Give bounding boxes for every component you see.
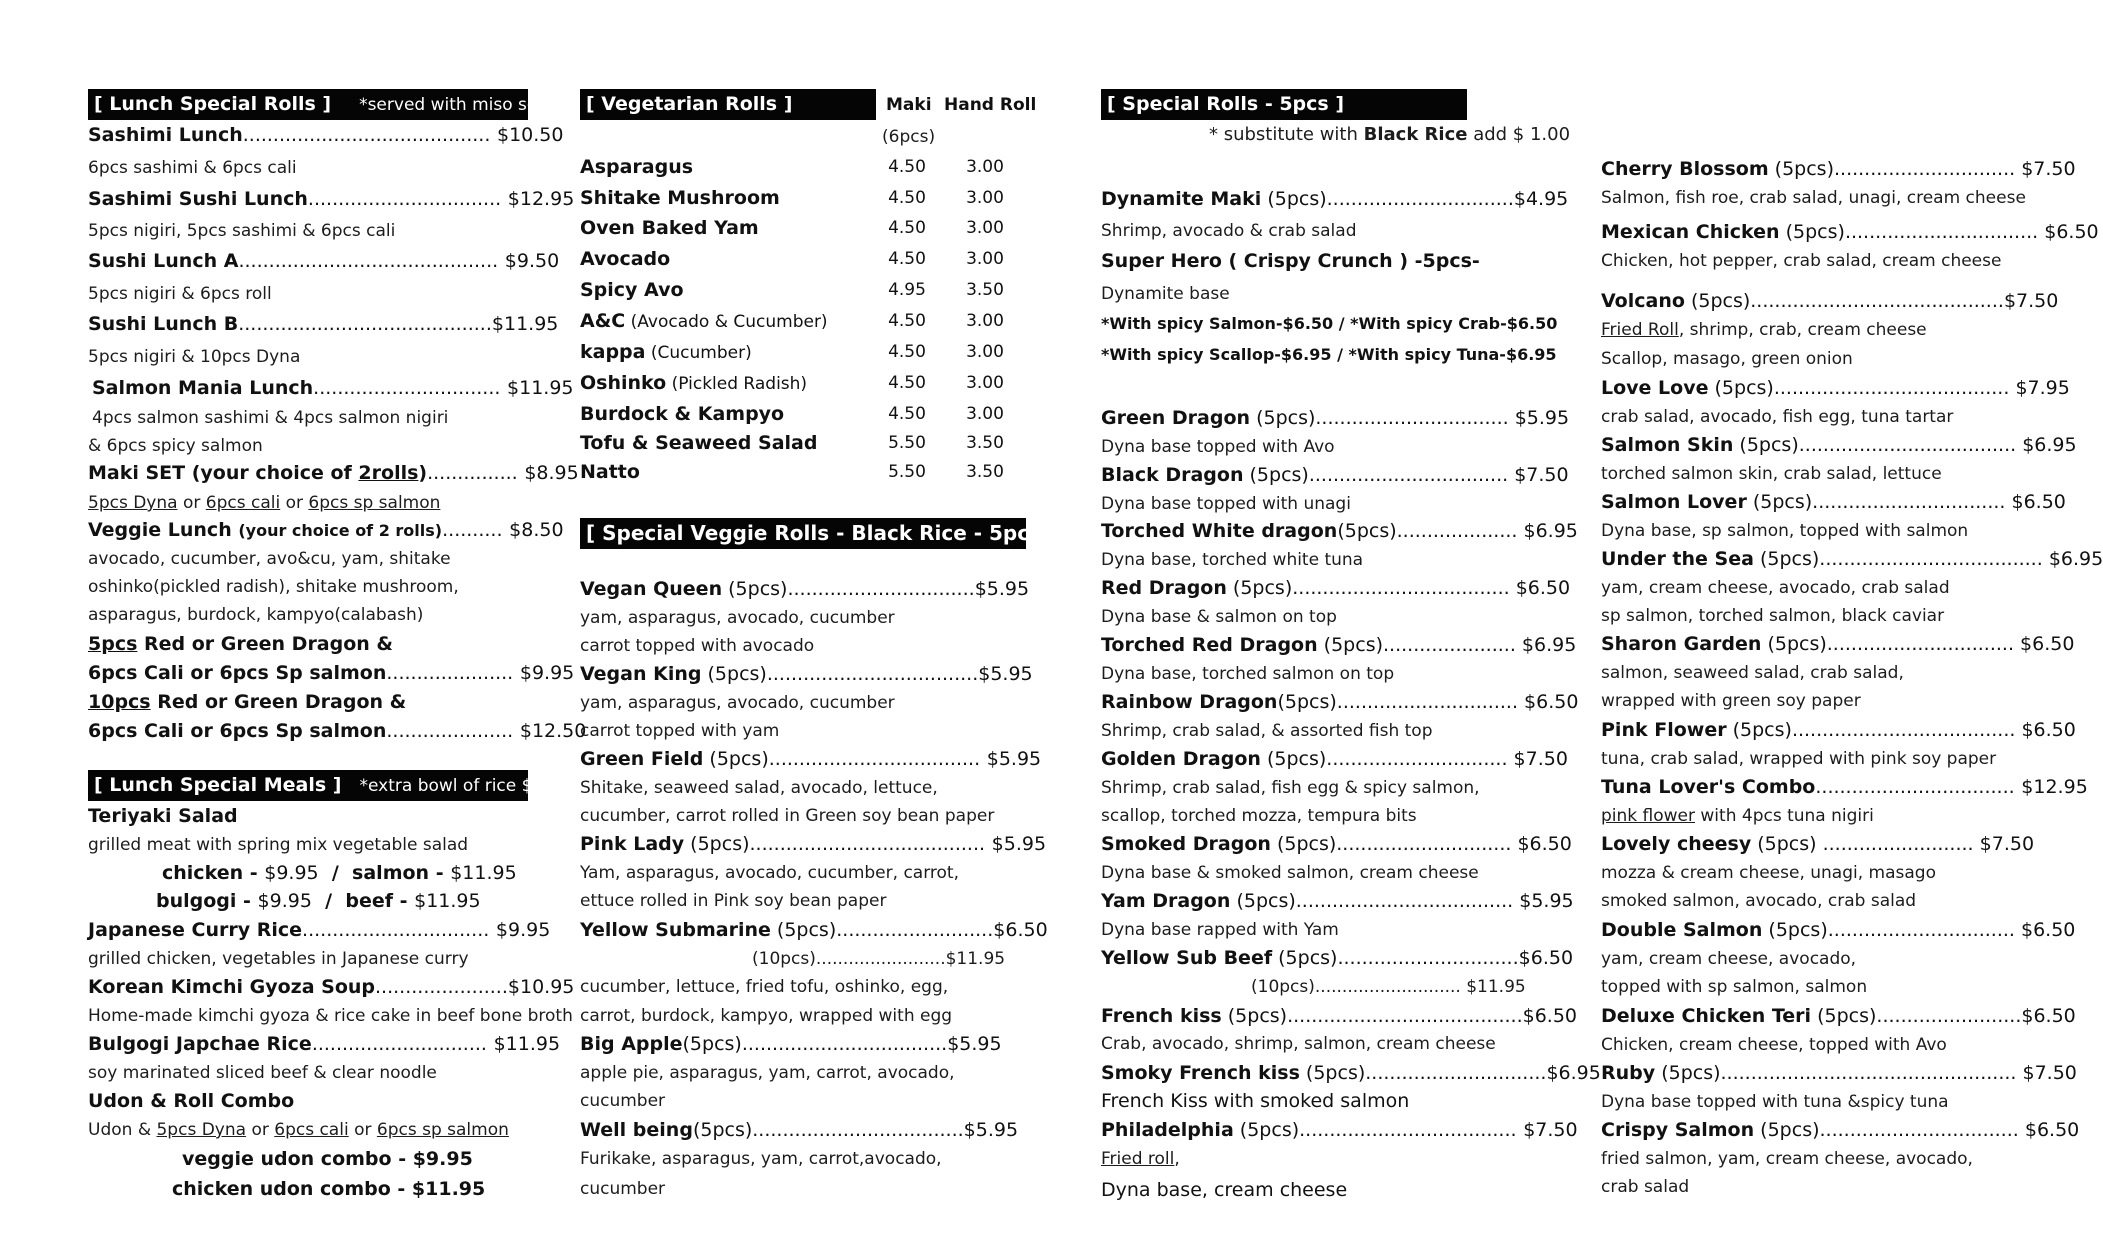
menu-item-love-love: Love Love (5pcs)....................................... $7.95 [1601, 377, 2070, 399]
menu-item-philadelphia: Philadelphia (5pcs).................................... $7.50 [1101, 1119, 1578, 1141]
hand-roll-price: 3.00 [966, 188, 1004, 208]
maki-price: 4.50 [888, 157, 926, 177]
menu-item-french-kiss: French kiss (5pcs).......................................$6.50 [1101, 1005, 1578, 1027]
item-desc: Salmon, fish roe, crab salad, unagi, cream cheese [1601, 188, 2026, 208]
item-desc: crab salad [1601, 1177, 1690, 1197]
menu-item-under-sea: Under the Sea (5pcs)..................................... $6.95 [1601, 548, 2103, 570]
maki-price: 4.50 [888, 249, 926, 269]
menu-item-red-dragon: Red Dragon (5pcs).................................... $6.50 [1101, 577, 1571, 599]
menu-item-torched-red: Torched Red Dragon (5pcs)...................... $6.95 [1101, 634, 1577, 656]
item-desc: ettuce rolled in Pink soy bean paper [580, 891, 887, 911]
item-desc: Dyna base rapped with Yam [1101, 920, 1339, 940]
menu-item-salmon-lover: Salmon Lover (5pcs)................................ $6.50 [1601, 491, 2066, 513]
item-desc: Crab, avocado, shrimp, salmon, cream cheese [1101, 1034, 1496, 1054]
menu-item-yam: Yam Dragon (5pcs).................................... $5.95 [1101, 890, 1574, 912]
item-desc: Scallop, masago, green onion [1601, 349, 1853, 369]
menu-item-japchae-rice: Bulgogi Japchae Rice............................. $11.95 [88, 1033, 561, 1055]
menu-item-torched-white: Torched White dragon(5pcs).................... $6.95 [1101, 520, 1578, 542]
teriyaki-options-2: bulgogi - $9.95 / beef - $11.95 [156, 890, 481, 912]
veg-roll-row: Oshinko (Pickled Radish) [580, 372, 808, 394]
menu-item-vegan-queen: Vegan Queen (5pcs)...............................$5.95 [580, 578, 1030, 600]
item-desc: cucumber [580, 1179, 666, 1199]
item-desc: mozza & cream cheese, unagi, masago [1601, 863, 1936, 883]
item-desc: Shrimp, crab salad, & assorted fish top [1101, 721, 1433, 741]
hand-roll-price: 3.00 [966, 342, 1004, 362]
section-title: [ Lunch Special Rolls ] [94, 93, 332, 115]
black-rice-note: * substitute with Black Rice add $ 1.00 [1209, 124, 1571, 145]
veggie-udon-combo: veggie udon combo - $9.95 [182, 1148, 473, 1170]
hand-roll-price: 3.50 [966, 280, 1004, 300]
veg-roll-row: Burdock & Kampyo [580, 403, 785, 425]
item-desc: yam, cream cheese, avocado, crab salad [1601, 578, 1950, 598]
menu-item-pink-flower: Pink Flower (5pcs)..................................... $6.50 [1601, 719, 2076, 741]
menu-item-salmon-skin: Salmon Skin (5pcs).................................... $6.95 [1601, 434, 2077, 456]
item-desc: wrapped with green soy paper [1601, 691, 1861, 711]
item-desc: 5pcs nigiri & 6pcs roll [88, 284, 272, 304]
item-desc: sp salmon, torched salmon, black caviar [1601, 606, 1945, 626]
hand-roll-price: 3.00 [966, 157, 1004, 177]
menu-item-gyoza-soup: Korean Kimchi Gyoza Soup......................$10.95 [88, 976, 575, 998]
item-desc: grilled meat with spring mix vegetable salad [88, 835, 469, 855]
special-veggie-rolls-header: [ Special Veggie Rolls - Black Rice - 5pcs ] [580, 518, 1026, 549]
menu-item-big-apple: Big Apple(5pcs)..................................$5.95 [580, 1033, 1002, 1055]
maki-price: 4.50 [888, 218, 926, 238]
hand-roll-price: 3.00 [966, 311, 1004, 331]
menu-item-dynamite-maki: Dynamite Maki (5pcs)...............................$4.95 [1101, 188, 1569, 210]
item-desc: cucumber, carrot rolled in Green soy bean paper [580, 806, 995, 826]
menu-item-salmon-mania: Salmon Mania Lunch............................... $11.95 [92, 377, 574, 399]
super-hero-options-2: *With spicy Scallop-$6.95 / *With spicy Tuna-$6.95 [1101, 345, 1557, 364]
maki-price: 4.50 [888, 311, 926, 331]
item-desc: Dyna base topped with unagi [1101, 494, 1351, 514]
menu-item-crispy-salmon: Crispy Salmon (5pcs)................................. $6.50 [1601, 1119, 2080, 1141]
veg-roll-row: Oven Baked Yam [580, 217, 759, 239]
item-desc: Dynamite base [1101, 284, 1230, 304]
menu-item-smoked: Smoked Dragon (5pcs)............................. $6.50 [1101, 833, 1572, 855]
menu-item-smoky-french-kiss: Smoky French kiss (5pcs)..............................$6.95 [1101, 1062, 1601, 1084]
item-desc: 6pcs sashimi & 6pcs cali [88, 158, 297, 178]
maki-price: 4.95 [888, 280, 926, 300]
veg-roll-row: Asparagus [580, 156, 694, 178]
menu-item-lovely-cheesy: Lovely cheesy (5pcs) ......................... $7.50 [1601, 833, 2035, 855]
menu-item-udon-combo: Udon & Roll Combo [88, 1090, 295, 1112]
menu-item-sushi-lunch-b: Sushi Lunch B..........................................$11.95 [88, 313, 559, 335]
item-desc: Dyna base & smoked salmon, cream cheese [1101, 863, 1479, 883]
veg-roll-row: Shitake Mushroom [580, 187, 780, 209]
item-desc: Dyna base & salmon on top [1101, 607, 1337, 627]
menu-item-tuna-lovers-combo: Tuna Lover's Combo................................. $12.95 [1601, 776, 2088, 798]
menu-item-double-salmon: Double Salmon (5pcs)............................... $6.50 [1601, 919, 2076, 941]
veg-roll-row: Spicy Avo [580, 279, 684, 301]
item-desc: pink flower with 4pcs tuna nigiri [1601, 806, 1874, 826]
maki-price: 4.50 [888, 188, 926, 208]
menu-item-pink-lady: Pink Lady (5pcs)....................................... $5.95 [580, 833, 1047, 855]
maki-price: 5.50 [888, 462, 926, 482]
maki-price: 5.50 [888, 433, 926, 453]
menu-item-sharon: Sharon Garden (5pcs)............................... $6.50 [1601, 633, 2075, 655]
item-desc: oshinko(pickled radish), shitake mushroom, [88, 577, 459, 597]
menu-item-mexican: Mexican Chicken (5pcs)................................ $6.50 [1601, 221, 2099, 243]
hand-roll-price: 3.00 [966, 249, 1004, 269]
item-desc: cucumber [580, 1091, 666, 1111]
hand-roll-price: 3.00 [966, 373, 1004, 393]
item-desc: Dyna base, cream cheese [1101, 1179, 1348, 1201]
item-desc: Fried roll, [1101, 1149, 1180, 1169]
item-desc: Yam, asparagus, avocado, cucumber, carrot, [580, 863, 959, 883]
item-desc: asparagus, burdock, kampyo(calabash) [88, 605, 424, 625]
menu-item-dragon-5pcs: 5pcs Red or Green Dragon & [88, 633, 393, 655]
item-desc: Shrimp, crab salad, fish egg & spicy salmon, [1101, 778, 1480, 798]
special-rolls-header: [ Special Rolls - 5pcs ] [1101, 89, 1467, 120]
super-hero-options-1: *With spicy Salmon-$6.50 / *With spicy Crab-$6.50 [1101, 314, 1558, 333]
item-desc: 4pcs salmon sashimi & 4pcs salmon nigiri [92, 408, 449, 428]
menu-item-ruby: Ruby (5pcs)................................................. $7.50 [1601, 1062, 2077, 1084]
menu-item-deluxe-teri: Deluxe Chicken Teri (5pcs)........................$6.50 [1601, 1005, 2076, 1027]
item-desc: soy marinated sliced beef & clear noodle [88, 1063, 437, 1083]
item-desc: apple pie, asparagus, yam, carrot, avocado, [580, 1063, 955, 1083]
item-desc: Chicken, cream cheese, topped with Avo [1601, 1035, 1947, 1055]
col-header-maki: Maki [886, 95, 932, 115]
pcs-note: (6pcs) [882, 127, 936, 147]
menu-item-curry-rice: Japanese Curry Rice............................... $9.95 [88, 919, 551, 941]
item-desc: carrot topped with yam [580, 721, 780, 741]
item-desc: & 6pcs spicy salmon [88, 436, 263, 456]
vegetarian-rolls-header: [ Vegetarian Rolls ] [580, 89, 876, 120]
menu-item-dragon-10pcs: 10pcs Red or Green Dragon & [88, 691, 407, 713]
menu-item-teriyaki-salad: Teriyaki Salad [88, 805, 238, 827]
menu-item-sushi-lunch-a: Sushi Lunch A........................................... $9.50 [88, 250, 560, 272]
item-desc: French Kiss with smoked salmon [1101, 1090, 1410, 1112]
menu-item-well-being: Well being(5pcs)...................................$5.95 [580, 1119, 1019, 1141]
menu-item-veggie-lunch: Veggie Lunch (your choice of 2 rolls).......... $8.50 [88, 519, 564, 541]
menu-item-yellow-sub-beef: Yellow Sub Beef (5pcs)..............................$6.50 [1101, 947, 1574, 969]
menu-item-maki-set: Maki SET (your choice of 2rolls)............... $8.95 [88, 462, 579, 484]
item-desc: cucumber, lettuce, fried tofu, oshinko, egg, [580, 977, 949, 997]
veg-roll-row: Avocado [580, 248, 671, 270]
menu-item-sashimi-lunch: Sashimi Lunch......................................... $10.50 [88, 124, 564, 146]
menu-item-volcano: Volcano (5pcs)..........................................$7.50 [1601, 290, 2059, 312]
section-note: *served with miso soup [359, 95, 559, 115]
chicken-udon-combo: chicken udon combo - $11.95 [172, 1178, 486, 1200]
hand-roll-price: 3.00 [966, 404, 1004, 424]
item-desc: Dyna base, sp salmon, topped with salmon [1601, 521, 1969, 541]
menu-item-dragon-10pcs-cont: 6pcs Cali or 6pcs Sp salmon..................... $12.50 [88, 720, 587, 742]
menu-item-cherry: Cherry Blossom (5pcs).............................. $7.50 [1601, 158, 2076, 180]
item-desc: yam, asparagus, avocado, cucumber [580, 608, 895, 628]
menu-item-rainbow: Rainbow Dragon(5pcs).............................. $6.50 [1101, 691, 1579, 713]
item-desc: yam, asparagus, avocado, cucumber [580, 693, 895, 713]
item-desc: fried salmon, yam, cream cheese, avocado, [1601, 1149, 1973, 1169]
item-desc: Furikake, asparagus, yam, carrot,avocado, [580, 1149, 942, 1169]
item-desc: crab salad, avocado, fish egg, tuna tartar [1601, 407, 1954, 427]
item-desc: carrot topped with avocado [580, 636, 815, 656]
lunch-special-meals-header [88, 770, 571, 801]
item-desc: Fried Roll, shrimp, crab, cream cheese [1601, 320, 1927, 340]
menu-item-green-dragon: Green Dragon (5pcs)................................ $5.95 [1101, 407, 1570, 429]
menu-item-super-hero: Super Hero ( Crispy Crunch ) -5pcs- [1101, 250, 1480, 272]
item-desc: Dyna base topped with Avo [1101, 437, 1335, 457]
maki-price: 4.50 [888, 342, 926, 362]
menu-item-yellow-submarine: Yellow Submarine (5pcs)..........................$6.50 [580, 919, 1048, 941]
item-desc: 5pcs nigiri, 5pcs sashimi & 6pcs cali [88, 221, 396, 241]
hand-roll-price: 3.50 [966, 433, 1004, 453]
hand-roll-price: 3.00 [966, 218, 1004, 238]
item-desc: tuna, crab salad, wrapped with pink soy paper [1601, 749, 1997, 769]
maki-price: 4.50 [888, 404, 926, 424]
veg-roll-row: Natto [580, 461, 640, 483]
item-desc: salmon, seaweed salad, crab salad, [1601, 663, 1904, 683]
item-desc: grilled chicken, vegetables in Japanese curry [88, 949, 469, 969]
section-note: *extra bowl of rice $1.00 [359, 776, 571, 796]
item-desc: Home-made kimchi gyoza & rice cake in beef bone broth [88, 1006, 573, 1026]
teriyaki-options-1: chicken - $9.95 / salmon - $11.95 [162, 862, 517, 884]
item-desc: Udon & 5pcs Dyna or 6pcs cali or 6pcs sp salmon [88, 1120, 509, 1140]
item-desc: avocado, cucumber, avo&cu, yam, shitake [88, 549, 451, 569]
item-desc: Shitake, seaweed salad, avocado, lettuce, [580, 778, 938, 798]
col-header-hand-roll: Hand Roll [944, 95, 1037, 115]
item-desc: Dyna base, torched white tuna [1101, 550, 1364, 570]
menu-item-sashimi-sushi-lunch: Sashimi Sushi Lunch................................ $12.95 [88, 188, 575, 210]
lunch-special-rolls-header [88, 89, 559, 120]
item-desc: smoked salmon, avocado, crab salad [1601, 891, 1917, 911]
menu-item-golden: Golden Dragon (5pcs).............................. $7.50 [1101, 748, 1568, 770]
item-desc: torched salmon skin, crab salad, lettuce [1601, 464, 1942, 484]
menu-item-green-field: Green Field (5pcs)................................... $5.95 [580, 748, 1042, 770]
veg-roll-row: A&C (Avocado & Cucumber) [580, 310, 828, 332]
veg-roll-row: kappa (Cucumber) [580, 341, 752, 363]
menu-item-vegan-king: Vegan King (5pcs)...................................$5.95 [580, 663, 1033, 685]
item-desc: carrot, burdock, kampyo, wrapped with egg [580, 1006, 953, 1026]
item-desc: Dyna base, torched salmon on top [1101, 664, 1395, 684]
veg-roll-row: Tofu & Seaweed Salad [580, 432, 818, 454]
menu-item-black-dragon: Black Dragon (5pcs)................................. $7.50 [1101, 464, 1569, 486]
item-desc: Chicken, hot pepper, crab salad, cream cheese [1601, 251, 2002, 271]
item-desc: Dyna base topped with tuna &spicy tuna [1601, 1092, 1949, 1112]
item-desc: yam, cream cheese, avocado, [1601, 949, 1857, 969]
item-desc: topped with sp salmon, salmon [1601, 977, 1868, 997]
yellow-beef-10pcs: (10pcs)........................... $11.95 [1251, 977, 1526, 997]
section-title: [ Lunch Special Meals ] [94, 774, 342, 796]
menu-item-dragon-5pcs-cont: 6pcs Cali or 6pcs Sp salmon..................... $9.95 [88, 662, 575, 684]
hand-roll-price: 3.50 [966, 462, 1004, 482]
item-desc: 5pcs nigiri & 10pcs Dyna [88, 347, 301, 367]
maki-price: 4.50 [888, 373, 926, 393]
yellow-sub-10pcs: (10pcs)........................$11.95 [752, 949, 1006, 969]
item-desc: Shrimp, avocado & crab salad [1101, 221, 1357, 241]
item-desc: 5pcs Dyna or 6pcs cali or 6pcs sp salmon [88, 493, 441, 513]
item-desc: scallop, torched mozza, tempura bits [1101, 806, 1417, 826]
